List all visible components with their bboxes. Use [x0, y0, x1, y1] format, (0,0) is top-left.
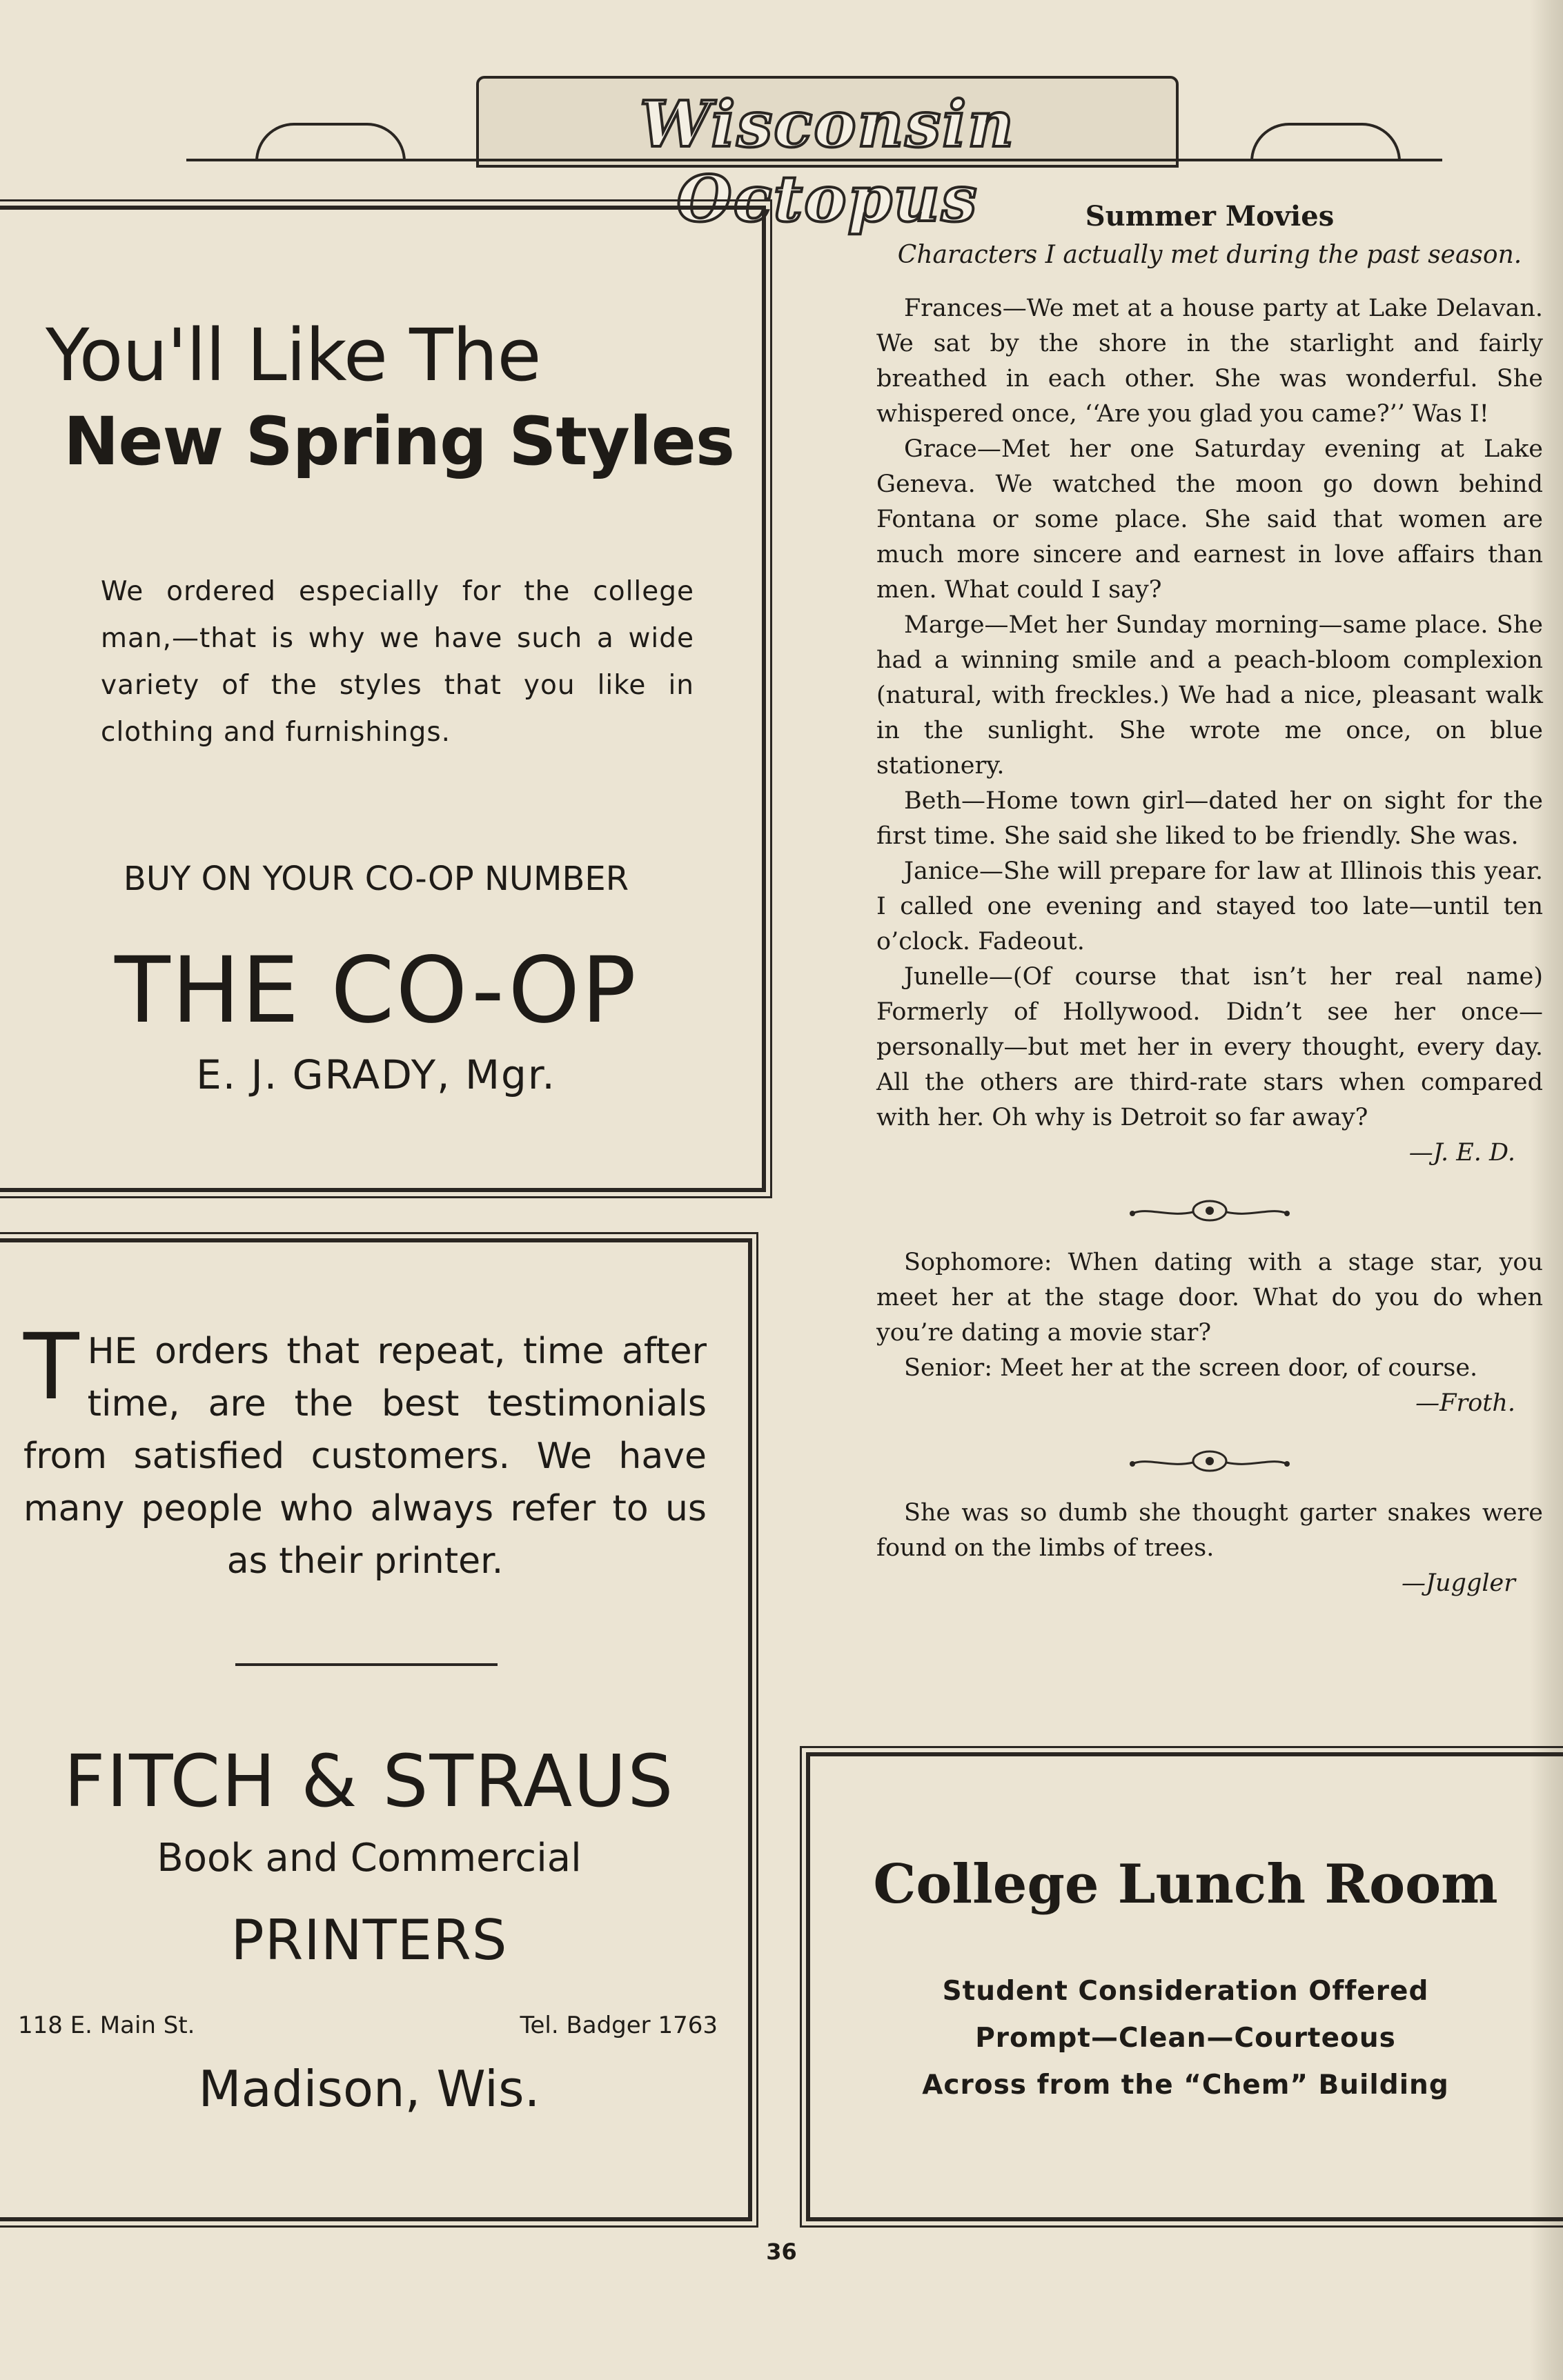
fitch-straus-advertisement — [0, 1238, 752, 2221]
coop-manager: E. J. GRADY, Mgr. — [196, 1051, 556, 1098]
ornament-divider-icon — [1127, 1447, 1292, 1475]
joke1-source: —Froth. — [1415, 1389, 1515, 1417]
coop-advertisement — [0, 206, 766, 1192]
fitch-line1: Book and Commercial — [157, 1836, 582, 1881]
article-title: Summer Movies — [1085, 200, 1335, 232]
fitch-telephone: Tel. Badger 1763 — [520, 2012, 718, 2039]
lunch-room-name: College Lunch Room — [873, 1853, 1498, 1916]
article-signature: —J. E. D. — [1408, 1139, 1515, 1167]
article-paragraph: Grace—Met her one Saturday evening at Lake Geneva. We watched the moon go down behind Fontana or some place. She said that women are much more sincere and earnest in love affairs than men. What could I say? — [876, 435, 1543, 604]
coop-headline-line1: You'll Like The — [46, 313, 541, 397]
article-paragraph: Frances—We met at a house party at Lake Delavan. We sat by the shore in the starlight and fairly breathed in each other. She was wonderful. She whispered once, ‘‘Are you glad you came?’’ Was I! — [876, 295, 1543, 428]
masthead-right-flourish-icon — [1250, 123, 1401, 161]
joke1-line2: Senior: Meet her at the screen door, of course. — [904, 1354, 1478, 1382]
fitch-line2: PRINTERS — [230, 1908, 508, 1972]
article-paragraph: Janice—She will prepare for law at Illinois this year. I called one evening and stayed too late—until ten o’clock. Fadeout. — [876, 857, 1543, 955]
fitch-divider — [235, 1663, 498, 1666]
masthead-title: Wisconsin Octopus — [639, 87, 1016, 236]
coop-store-name: THE CO-OP — [115, 938, 638, 1044]
lunch-line3: Across from the “Chem” Building — [922, 2070, 1449, 2101]
fitch-body-rest: HE orders that repeat, time after time, are the best testimonials from satisfied customers. We have many people who always refer to us as their printer. — [23, 1331, 707, 1582]
fitch-city: Madison, Wis. — [198, 2060, 540, 2118]
lunch-room-advertisement — [806, 1752, 1563, 2221]
lunch-line1: Student Consideration Offered — [942, 1976, 1429, 2007]
fitch-company-name: FITCH & STRAUS — [63, 1739, 675, 1823]
article-paragraph: Marge—Met her Sunday morning—same place. She had a winning smile and a peach-bloom complexion (natural, with freckles.) We had a nice, pleasant walk in the sunlight. She wrote me once, on blue stationery. — [876, 611, 1543, 780]
article-subtitle: Characters I actually met during the past season. — [897, 241, 1522, 269]
lunch-line2: Prompt—Clean—Courteous — [975, 2023, 1396, 2054]
fitch-address: 118 E. Main St. — [18, 2012, 195, 2039]
coop-buy-line: BUY ON YOUR CO-OP NUMBER — [123, 860, 629, 898]
masthead-rule — [186, 159, 1442, 161]
coop-body-text: We ordered especially for the college man,—that is why we have such a wide variety of the styles that you like in clothing and furnishings. — [101, 576, 694, 748]
masthead-banner — [476, 76, 1179, 236]
article-paragraph: Junelle—(Of course that isn’t her real name) Formerly of Hollywood. Didn’t see her once—personally—but met her in every thought, every day. All the others are third-rate stars when compared with her. Oh why is Detroit so far away? — [876, 963, 1543, 1131]
ornament-divider-icon — [1127, 1197, 1292, 1224]
coop-headline-line2: New Spring Styles — [63, 403, 734, 480]
joke1-line1: Sophomore: When dating with a stage star, you meet her at the stage door. What do you do when you’re dating a movie star? — [876, 1249, 1543, 1347]
page-number: 36 — [766, 2239, 797, 2265]
masthead-left-flourish-icon — [255, 123, 406, 161]
fitch-body-text — [23, 1314, 707, 1587]
joke2-source: —Juggler — [1401, 1569, 1515, 1597]
joke2-text: She was so dumb she thought garter snakes were found on the limbs of trees. — [876, 1499, 1543, 1562]
fitch-drop-cap: T — [23, 1314, 79, 1420]
article-paragraph: Beth—Home town girl—dated her on sight for the first time. She said she liked to be friendly. She was. — [876, 787, 1543, 850]
article-column — [876, 200, 1543, 1601]
